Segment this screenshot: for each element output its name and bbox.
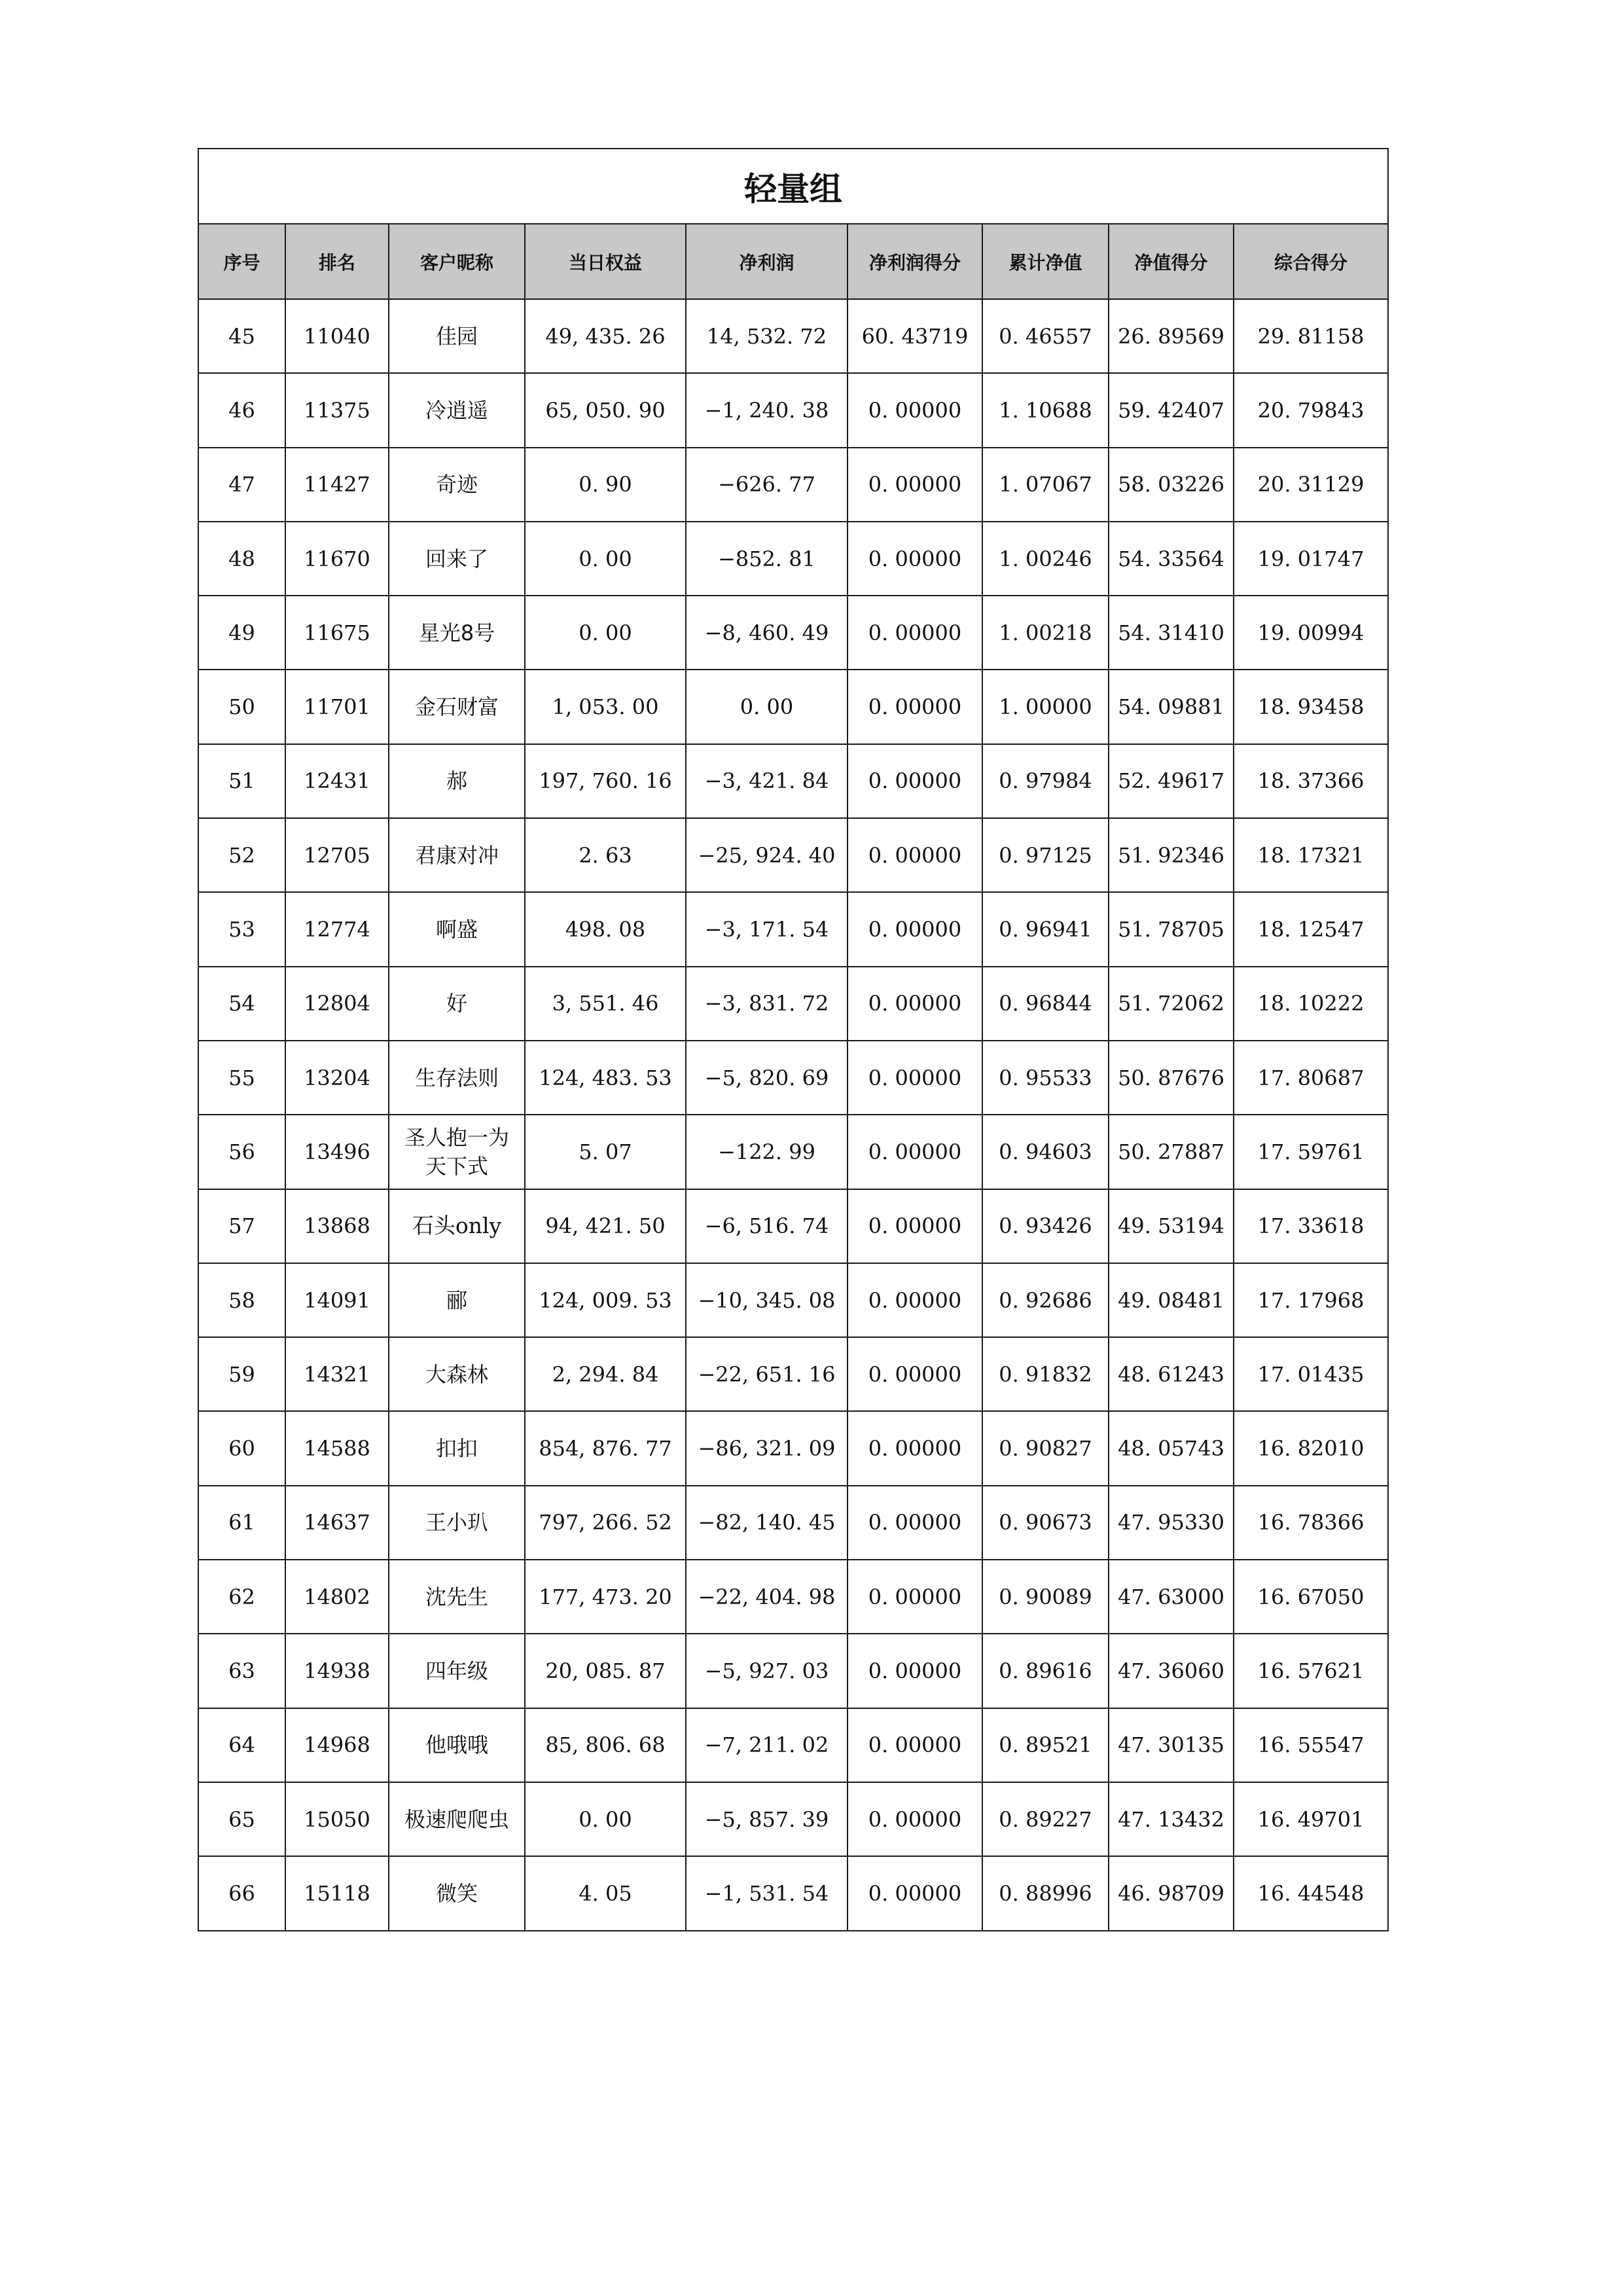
cell-nickname: 沈先生 bbox=[389, 1560, 525, 1634]
cell-nickname: 扣扣 bbox=[389, 1411, 525, 1485]
cell-nav: 1. 10688 bbox=[982, 373, 1109, 447]
cell-nav: 0. 96941 bbox=[982, 892, 1109, 966]
cell-profit-score: 0. 00000 bbox=[847, 1708, 982, 1782]
cell-rank: 11040 bbox=[285, 299, 389, 373]
cell-equity: 20, 085. 87 bbox=[525, 1634, 686, 1708]
table-row bbox=[198, 1708, 1388, 1782]
cell-seq: 60 bbox=[198, 1411, 285, 1485]
cell-nickname: 奇迹 bbox=[389, 448, 525, 522]
cell-nickname: 生存法则 bbox=[389, 1041, 525, 1115]
cell-nickname: 王小玐 bbox=[389, 1486, 525, 1560]
table-row bbox=[198, 596, 1388, 670]
cell-nickname: 星光8号 bbox=[389, 596, 525, 670]
cell-equity: 2, 294. 84 bbox=[525, 1337, 686, 1411]
cell-rank: 11675 bbox=[285, 596, 389, 670]
cell-seq: 46 bbox=[198, 373, 285, 447]
header-rank: 排名 bbox=[285, 224, 389, 299]
cell-net-profit: −1, 240. 38 bbox=[686, 373, 847, 447]
header-seq: 序号 bbox=[198, 224, 285, 299]
cell-nickname: 君康对冲 bbox=[389, 818, 525, 892]
table-title: 轻量组 bbox=[198, 149, 1388, 224]
cell-total-score: 18. 17321 bbox=[1234, 818, 1388, 892]
cell-total-score: 16. 78366 bbox=[1234, 1486, 1388, 1560]
cell-profit-score: 0. 00000 bbox=[847, 596, 982, 670]
cell-total-score: 18. 12547 bbox=[1234, 892, 1388, 966]
cell-nav-score: 47. 30135 bbox=[1109, 1708, 1234, 1782]
cell-equity: 3, 551. 46 bbox=[525, 967, 686, 1041]
cell-nickname: 佳园 bbox=[389, 299, 525, 373]
cell-rank: 11375 bbox=[285, 373, 389, 447]
cell-nav-score: 47. 95330 bbox=[1109, 1486, 1234, 1560]
cell-equity: 49, 435. 26 bbox=[525, 299, 686, 373]
cell-nav: 0. 91832 bbox=[982, 1337, 1109, 1411]
cell-equity: 197, 760. 16 bbox=[525, 744, 686, 818]
cell-equity: 0. 00 bbox=[525, 1782, 686, 1856]
table-row bbox=[198, 1634, 1388, 1708]
header-nav: 累计净值 bbox=[982, 224, 1109, 299]
cell-rank: 13496 bbox=[285, 1115, 389, 1189]
cell-net-profit: −22, 404. 98 bbox=[686, 1560, 847, 1634]
cell-total-score: 16. 44548 bbox=[1234, 1856, 1388, 1930]
cell-nav: 0. 90089 bbox=[982, 1560, 1109, 1634]
table-row bbox=[198, 744, 1388, 818]
header-equity: 当日权益 bbox=[525, 224, 686, 299]
cell-total-score: 20. 79843 bbox=[1234, 373, 1388, 447]
cell-seq: 51 bbox=[198, 744, 285, 818]
cell-nav: 0. 93426 bbox=[982, 1189, 1109, 1263]
table-row bbox=[198, 1337, 1388, 1411]
cell-rank: 11427 bbox=[285, 448, 389, 522]
cell-nav: 0. 89616 bbox=[982, 1634, 1109, 1708]
cell-nav-score: 47. 63000 bbox=[1109, 1560, 1234, 1634]
cell-nav: 1. 00000 bbox=[982, 670, 1109, 744]
cell-nickname: 啊盛 bbox=[389, 892, 525, 966]
table-row bbox=[198, 1782, 1388, 1856]
cell-net-profit: −6, 516. 74 bbox=[686, 1189, 847, 1263]
cell-net-profit: −5, 820. 69 bbox=[686, 1041, 847, 1115]
cell-equity: 1, 053. 00 bbox=[525, 670, 686, 744]
cell-rank: 14938 bbox=[285, 1634, 389, 1708]
cell-nav-score: 52. 49617 bbox=[1109, 744, 1234, 818]
cell-nickname: 郝 bbox=[389, 744, 525, 818]
table-row bbox=[198, 448, 1388, 522]
cell-nav: 0. 96844 bbox=[982, 967, 1109, 1041]
cell-nickname: 微笑 bbox=[389, 1856, 525, 1930]
cell-equity: 177, 473. 20 bbox=[525, 1560, 686, 1634]
cell-nav: 1. 00246 bbox=[982, 522, 1109, 596]
cell-seq: 49 bbox=[198, 596, 285, 670]
table-row bbox=[198, 299, 1388, 373]
cell-nav-score: 49. 53194 bbox=[1109, 1189, 1234, 1263]
cell-profit-score: 0. 00000 bbox=[847, 1115, 982, 1189]
cell-net-profit: −25, 924. 40 bbox=[686, 818, 847, 892]
cell-nav: 0. 94603 bbox=[982, 1115, 1109, 1189]
cell-net-profit: −1, 531. 54 bbox=[686, 1856, 847, 1930]
cell-equity: 2. 63 bbox=[525, 818, 686, 892]
cell-nickname: 他哦哦 bbox=[389, 1708, 525, 1782]
cell-total-score: 17. 17968 bbox=[1234, 1263, 1388, 1337]
header-nav-score: 净值得分 bbox=[1109, 224, 1234, 299]
cell-net-profit: −22, 651. 16 bbox=[686, 1337, 847, 1411]
cell-rank: 15050 bbox=[285, 1782, 389, 1856]
cell-equity: 65, 050. 90 bbox=[525, 373, 686, 447]
cell-net-profit: −8, 460. 49 bbox=[686, 596, 847, 670]
table-body bbox=[198, 299, 1388, 1931]
cell-profit-score: 0. 00000 bbox=[847, 818, 982, 892]
cell-total-score: 16. 57621 bbox=[1234, 1634, 1388, 1708]
cell-equity: 124, 009. 53 bbox=[525, 1263, 686, 1337]
cell-net-profit: −86, 321. 09 bbox=[686, 1411, 847, 1485]
table-row bbox=[198, 1411, 1388, 1485]
cell-seq: 65 bbox=[198, 1782, 285, 1856]
header-net-profit: 净利润 bbox=[686, 224, 847, 299]
cell-profit-score: 0. 00000 bbox=[847, 1041, 982, 1115]
cell-nav: 0. 97984 bbox=[982, 744, 1109, 818]
cell-nav-score: 48. 05743 bbox=[1109, 1411, 1234, 1485]
cell-equity: 498. 08 bbox=[525, 892, 686, 966]
cell-profit-score: 0. 00000 bbox=[847, 1856, 982, 1930]
cell-profit-score: 0. 00000 bbox=[847, 1560, 982, 1634]
cell-total-score: 19. 01747 bbox=[1234, 522, 1388, 596]
cell-nickname: 冷逍遥 bbox=[389, 373, 525, 447]
cell-net-profit: −122. 99 bbox=[686, 1115, 847, 1189]
table-row bbox=[198, 1486, 1388, 1560]
cell-net-profit: −3, 831. 72 bbox=[686, 967, 847, 1041]
cell-rank: 13868 bbox=[285, 1189, 389, 1263]
cell-total-score: 16. 67050 bbox=[1234, 1560, 1388, 1634]
cell-rank: 11670 bbox=[285, 522, 389, 596]
cell-profit-score: 0. 00000 bbox=[847, 1189, 982, 1263]
header-nickname: 客户昵称 bbox=[389, 224, 525, 299]
cell-seq: 54 bbox=[198, 967, 285, 1041]
cell-nickname: 大森林 bbox=[389, 1337, 525, 1411]
cell-total-score: 17. 33618 bbox=[1234, 1189, 1388, 1263]
cell-nav: 1. 00218 bbox=[982, 596, 1109, 670]
cell-nav-score: 54. 33564 bbox=[1109, 522, 1234, 596]
cell-net-profit: −7, 211. 02 bbox=[686, 1708, 847, 1782]
cell-seq: 50 bbox=[198, 670, 285, 744]
cell-nickname: 石头only bbox=[389, 1189, 525, 1263]
cell-nickname: 郦 bbox=[389, 1263, 525, 1337]
cell-seq: 58 bbox=[198, 1263, 285, 1337]
cell-seq: 61 bbox=[198, 1486, 285, 1560]
header-profit-score: 净利润得分 bbox=[847, 224, 982, 299]
cell-rank: 14091 bbox=[285, 1263, 389, 1337]
cell-rank: 15118 bbox=[285, 1856, 389, 1930]
cell-rank: 12431 bbox=[285, 744, 389, 818]
cell-rank: 12804 bbox=[285, 967, 389, 1041]
cell-nickname: 圣人抱一为天下式 bbox=[389, 1115, 525, 1189]
cell-profit-score: 0. 00000 bbox=[847, 373, 982, 447]
cell-profit-score: 0. 00000 bbox=[847, 1486, 982, 1560]
cell-total-score: 17. 59761 bbox=[1234, 1115, 1388, 1189]
cell-rank: 14968 bbox=[285, 1708, 389, 1782]
table-row bbox=[198, 1856, 1388, 1930]
cell-nav: 0. 90827 bbox=[982, 1411, 1109, 1485]
cell-equity: 94, 421. 50 bbox=[525, 1189, 686, 1263]
cell-total-score: 17. 80687 bbox=[1234, 1041, 1388, 1115]
cell-seq: 57 bbox=[198, 1189, 285, 1263]
cell-rank: 14321 bbox=[285, 1337, 389, 1411]
cell-total-score: 19. 00994 bbox=[1234, 596, 1388, 670]
cell-rank: 14637 bbox=[285, 1486, 389, 1560]
cell-nav: 0. 89521 bbox=[982, 1708, 1109, 1782]
table-row bbox=[198, 1263, 1388, 1337]
cell-nav-score: 47. 36060 bbox=[1109, 1634, 1234, 1708]
cell-net-profit: −5, 857. 39 bbox=[686, 1782, 847, 1856]
cell-profit-score: 0. 00000 bbox=[847, 744, 982, 818]
cell-total-score: 16. 49701 bbox=[1234, 1782, 1388, 1856]
cell-profit-score: 0. 00000 bbox=[847, 448, 982, 522]
cell-seq: 55 bbox=[198, 1041, 285, 1115]
cell-equity: 0. 90 bbox=[525, 448, 686, 522]
cell-total-score: 17. 01435 bbox=[1234, 1337, 1388, 1411]
cell-seq: 56 bbox=[198, 1115, 285, 1189]
cell-nav: 0. 95533 bbox=[982, 1041, 1109, 1115]
cell-total-score: 16. 55547 bbox=[1234, 1708, 1388, 1782]
cell-rank: 14802 bbox=[285, 1560, 389, 1634]
cell-equity: 5. 07 bbox=[525, 1115, 686, 1189]
cell-equity: 85, 806. 68 bbox=[525, 1708, 686, 1782]
cell-nav: 0. 90673 bbox=[982, 1486, 1109, 1560]
table-row bbox=[198, 818, 1388, 892]
cell-total-score: 29. 81158 bbox=[1234, 299, 1388, 373]
cell-equity: 797, 266. 52 bbox=[525, 1486, 686, 1560]
cell-seq: 48 bbox=[198, 522, 285, 596]
cell-total-score: 18. 93458 bbox=[1234, 670, 1388, 744]
cell-rank: 11701 bbox=[285, 670, 389, 744]
cell-nickname: 金石财富 bbox=[389, 670, 525, 744]
cell-nav-score: 54. 09881 bbox=[1109, 670, 1234, 744]
cell-total-score: 16. 82010 bbox=[1234, 1411, 1388, 1485]
cell-seq: 64 bbox=[198, 1708, 285, 1782]
cell-net-profit: −5, 927. 03 bbox=[686, 1634, 847, 1708]
cell-equity: 4. 05 bbox=[525, 1856, 686, 1930]
cell-net-profit: −852. 81 bbox=[686, 522, 847, 596]
cell-profit-score: 0. 00000 bbox=[847, 1337, 982, 1411]
cell-nav-score: 46. 98709 bbox=[1109, 1856, 1234, 1930]
cell-nav-score: 47. 13432 bbox=[1109, 1782, 1234, 1856]
cell-nav: 0. 97125 bbox=[982, 818, 1109, 892]
cell-profit-score: 0. 00000 bbox=[847, 967, 982, 1041]
table-row bbox=[198, 373, 1388, 447]
cell-profit-score: 0. 00000 bbox=[847, 1411, 982, 1485]
cell-equity: 124, 483. 53 bbox=[525, 1041, 686, 1115]
cell-profit-score: 0. 00000 bbox=[847, 522, 982, 596]
cell-net-profit: 14, 532. 72 bbox=[686, 299, 847, 373]
cell-nav-score: 50. 87676 bbox=[1109, 1041, 1234, 1115]
header-row bbox=[198, 224, 1388, 299]
cell-nav: 0. 92686 bbox=[982, 1263, 1109, 1337]
cell-net-profit: −3, 171. 54 bbox=[686, 892, 847, 966]
cell-nav-score: 50. 27887 bbox=[1109, 1115, 1234, 1189]
cell-seq: 66 bbox=[198, 1856, 285, 1930]
cell-nickname: 极速爬爬虫 bbox=[389, 1782, 525, 1856]
cell-net-profit: −82, 140. 45 bbox=[686, 1486, 847, 1560]
table-row bbox=[198, 892, 1388, 966]
cell-nav: 0. 89227 bbox=[982, 1782, 1109, 1856]
cell-nickname: 好 bbox=[389, 967, 525, 1041]
cell-profit-score: 60. 43719 bbox=[847, 299, 982, 373]
cell-profit-score: 0. 00000 bbox=[847, 892, 982, 966]
cell-seq: 62 bbox=[198, 1560, 285, 1634]
cell-seq: 59 bbox=[198, 1337, 285, 1411]
cell-rank: 13204 bbox=[285, 1041, 389, 1115]
cell-net-profit: −10, 345. 08 bbox=[686, 1263, 847, 1337]
table-row bbox=[198, 1189, 1388, 1263]
table-row bbox=[198, 967, 1388, 1041]
table-row bbox=[198, 670, 1388, 744]
table-row bbox=[198, 1115, 1388, 1189]
cell-nav: 0. 46557 bbox=[982, 299, 1109, 373]
table-row bbox=[198, 522, 1388, 596]
header-total-score: 综合得分 bbox=[1234, 224, 1388, 299]
cell-rank: 12774 bbox=[285, 892, 389, 966]
cell-total-score: 18. 10222 bbox=[1234, 967, 1388, 1041]
cell-total-score: 18. 37366 bbox=[1234, 744, 1388, 818]
cell-nav-score: 49. 08481 bbox=[1109, 1263, 1234, 1337]
cell-nav: 0. 88996 bbox=[982, 1856, 1109, 1930]
cell-profit-score: 0. 00000 bbox=[847, 1263, 982, 1337]
cell-seq: 47 bbox=[198, 448, 285, 522]
cell-nav-score: 48. 61243 bbox=[1109, 1337, 1234, 1411]
ranking-table bbox=[198, 148, 1389, 1931]
table-row bbox=[198, 1041, 1388, 1115]
cell-nav-score: 51. 92346 bbox=[1109, 818, 1234, 892]
cell-nickname: 回来了 bbox=[389, 522, 525, 596]
cell-profit-score: 0. 00000 bbox=[847, 670, 982, 744]
cell-nav-score: 54. 31410 bbox=[1109, 596, 1234, 670]
cell-net-profit: 0. 00 bbox=[686, 670, 847, 744]
cell-nav-score: 58. 03226 bbox=[1109, 448, 1234, 522]
cell-nav-score: 59. 42407 bbox=[1109, 373, 1234, 447]
cell-equity: 854, 876. 77 bbox=[525, 1411, 686, 1485]
cell-profit-score: 0. 00000 bbox=[847, 1782, 982, 1856]
cell-seq: 63 bbox=[198, 1634, 285, 1708]
cell-equity: 0. 00 bbox=[525, 522, 686, 596]
cell-seq: 53 bbox=[198, 892, 285, 966]
cell-nickname: 四年级 bbox=[389, 1634, 525, 1708]
cell-total-score: 20. 31129 bbox=[1234, 448, 1388, 522]
cell-nav-score: 51. 78705 bbox=[1109, 892, 1234, 966]
table-row bbox=[198, 1560, 1388, 1634]
cell-net-profit: −3, 421. 84 bbox=[686, 744, 847, 818]
cell-rank: 12705 bbox=[285, 818, 389, 892]
cell-seq: 45 bbox=[198, 299, 285, 373]
cell-profit-score: 0. 00000 bbox=[847, 1634, 982, 1708]
cell-nav-score: 26. 89569 bbox=[1109, 299, 1234, 373]
cell-net-profit: −626. 77 bbox=[686, 448, 847, 522]
cell-seq: 52 bbox=[198, 818, 285, 892]
cell-nav: 1. 07067 bbox=[982, 448, 1109, 522]
cell-equity: 0. 00 bbox=[525, 596, 686, 670]
cell-nav-score: 51. 72062 bbox=[1109, 967, 1234, 1041]
cell-rank: 14588 bbox=[285, 1411, 389, 1485]
